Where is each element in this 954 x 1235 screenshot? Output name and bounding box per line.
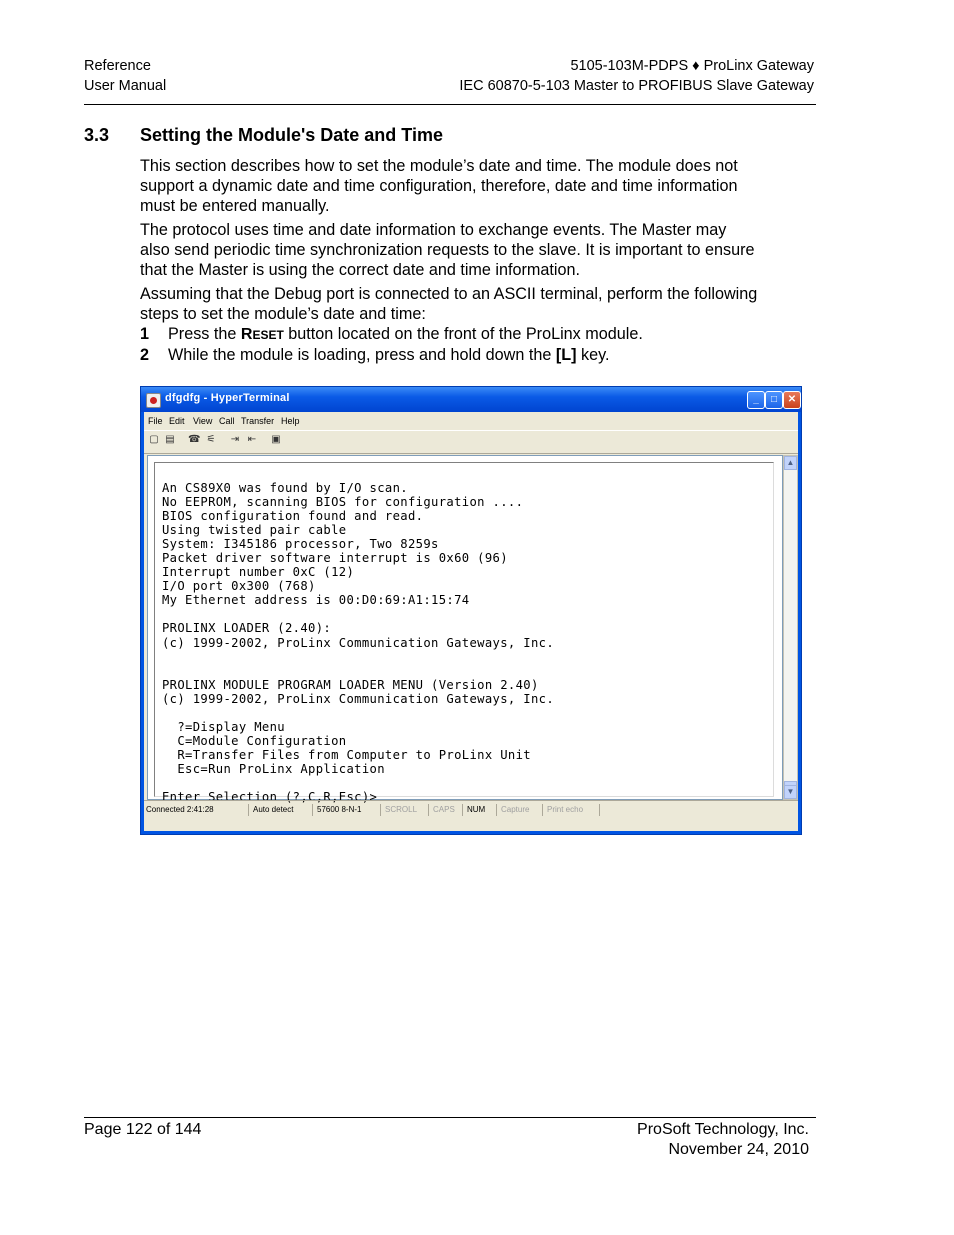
step-1: 1 Press the RESET button located on the front of the ProLinx module. xyxy=(140,325,643,343)
terminal-line: R=Transfer Files from Computer to ProLinx Unit xyxy=(162,747,531,762)
header-right xyxy=(459,57,814,96)
send-icon[interactable]: ⇥ xyxy=(230,434,240,445)
terminal-area[interactable] xyxy=(147,455,783,805)
terminal-line xyxy=(162,664,554,678)
step-number: 2 xyxy=(140,346,150,364)
terminal-line: ?=Display Menu xyxy=(162,719,285,734)
status-scroll: SCROLL xyxy=(383,804,429,816)
terminal-line: I/O port 0x300 (768) xyxy=(162,579,316,594)
hyperterminal-window xyxy=(140,386,802,835)
status-bar xyxy=(144,800,798,819)
minimize-button[interactable]: _ xyxy=(747,391,765,409)
connect-icon[interactable]: ☎ xyxy=(188,434,201,445)
header-reference: Reference xyxy=(84,58,151,74)
menu-call[interactable]: Call xyxy=(219,416,235,426)
receive-icon[interactable]: ⇤ xyxy=(247,434,257,445)
status-detect: Auto detect xyxy=(251,804,313,816)
section-title: Setting the Module's Date and Time xyxy=(140,125,443,145)
scroll-up-icon[interactable]: ▲ xyxy=(784,456,797,470)
window-client xyxy=(144,412,798,831)
body-text xyxy=(140,156,760,365)
status-connected: Connected 2:41:28 xyxy=(144,804,249,816)
terminal-line: (c) 1999-2002, ProLinx Communication Gateways, Inc. xyxy=(162,691,555,706)
toolbar xyxy=(144,430,798,454)
new-icon[interactable]: ▢ xyxy=(149,434,159,445)
terminal-line: Packet driver software interrupt is 0x60 (96) xyxy=(162,551,508,566)
paragraph: This section describes how to set the module’s date and time. The module does not support a dynamic date and time configuration, therefore, date and time information must be entered manually. xyxy=(140,157,738,215)
status-caps: CAPS xyxy=(431,804,463,816)
header-rule xyxy=(84,104,816,105)
header-subtitle: IEC 60870-5-103 Master to PROFIBUS Slave Gateway xyxy=(459,77,814,94)
terminal-line: Esc=Run ProLinx Application xyxy=(162,761,385,776)
step-2: 2 While the module is loading, press and hold down the [L] key. xyxy=(140,346,610,364)
terminal-line: Using twisted pair cable xyxy=(162,523,347,538)
scroll-down-icon[interactable]: ▼ xyxy=(784,785,797,799)
status-printecho: Print echo xyxy=(545,804,600,816)
footer-date: November 24, 2010 xyxy=(668,1140,809,1158)
terminal-line xyxy=(162,706,554,720)
status-settings: 57600 8-N-1 xyxy=(315,804,381,816)
status-num: NUM xyxy=(465,804,497,816)
terminal-line: Interrupt number 0xC (12) xyxy=(162,565,355,580)
terminal-line: PROLINX MODULE PROGRAM LOADER MENU (Version 2.40) xyxy=(162,677,539,692)
menu-view[interactable]: View xyxy=(193,416,213,426)
header-left xyxy=(84,57,166,96)
disconnect-icon[interactable]: ⚟ xyxy=(206,434,216,445)
terminal-line xyxy=(162,607,554,621)
terminal-line: System: I345186 processor, Two 8259s xyxy=(162,537,439,552)
terminal-output xyxy=(162,481,554,804)
page-number: Page 122 of 144 xyxy=(84,1121,202,1138)
terminal-line: PROLINX LOADER (2.40): xyxy=(162,621,332,636)
menu-help[interactable]: Help xyxy=(281,416,300,426)
terminal-line xyxy=(162,776,554,790)
terminal-line: An CS89X0 was found by I/O scan. xyxy=(162,481,408,495)
close-button[interactable]: ✕ xyxy=(783,391,801,409)
terminal-line: Enter Selection (?,C,R,Esc)> xyxy=(162,790,378,805)
section-number: 3.3 xyxy=(84,125,110,145)
header-user-manual: User Manual xyxy=(84,77,167,94)
maximize-button[interactable]: □ xyxy=(765,391,783,409)
menu-file[interactable]: File xyxy=(148,416,163,426)
menu-bar xyxy=(144,412,798,430)
terminal-line: C=Module Configuration xyxy=(162,733,347,748)
vertical-scrollbar[interactable] xyxy=(783,455,798,800)
terminal-line: No EEPROM, scanning BIOS for configuration .... xyxy=(162,495,524,510)
menu-edit[interactable]: Edit xyxy=(169,416,185,426)
step-number: 1 xyxy=(140,325,150,343)
open-icon[interactable]: ▤ xyxy=(165,434,175,445)
footer-rule xyxy=(84,1117,816,1118)
terminal-line: (c) 1999-2002, ProLinx Communication Gateways, Inc. xyxy=(162,635,555,650)
properties-icon[interactable]: ▣ xyxy=(271,434,281,445)
title-bar[interactable] xyxy=(141,387,801,412)
hyperterminal-app-icon xyxy=(146,393,161,408)
terminal-line xyxy=(162,650,554,664)
status-capture: Capture xyxy=(499,804,543,816)
paragraph: Assuming that the Debug port is connected to an ASCII terminal, perform the following steps to set the module’s date and time: xyxy=(140,285,758,323)
terminal-line: My Ethernet address is 00:D0:69:A1:15:74 xyxy=(162,593,470,608)
l-key: [L] xyxy=(555,346,577,364)
reset-key: RESET xyxy=(240,326,284,343)
terminal-line: BIOS configuration found and read. xyxy=(162,509,424,524)
paragraph: The protocol uses time and date information to exchange events. The Master may also send periodic time synchronization requests to the slave. It is important to ensure that the Master is using the correct date and time information. xyxy=(140,221,755,279)
menu-transfer[interactable]: Transfer xyxy=(241,416,275,426)
footer-right xyxy=(637,1120,809,1159)
header-product: 5105-103M-PDPS ♦ ProLinx Gateway xyxy=(570,58,814,74)
window-title: dfgdfg - HyperTerminal xyxy=(165,392,290,404)
footer-company: ProSoft Technology, Inc. xyxy=(637,1121,809,1138)
